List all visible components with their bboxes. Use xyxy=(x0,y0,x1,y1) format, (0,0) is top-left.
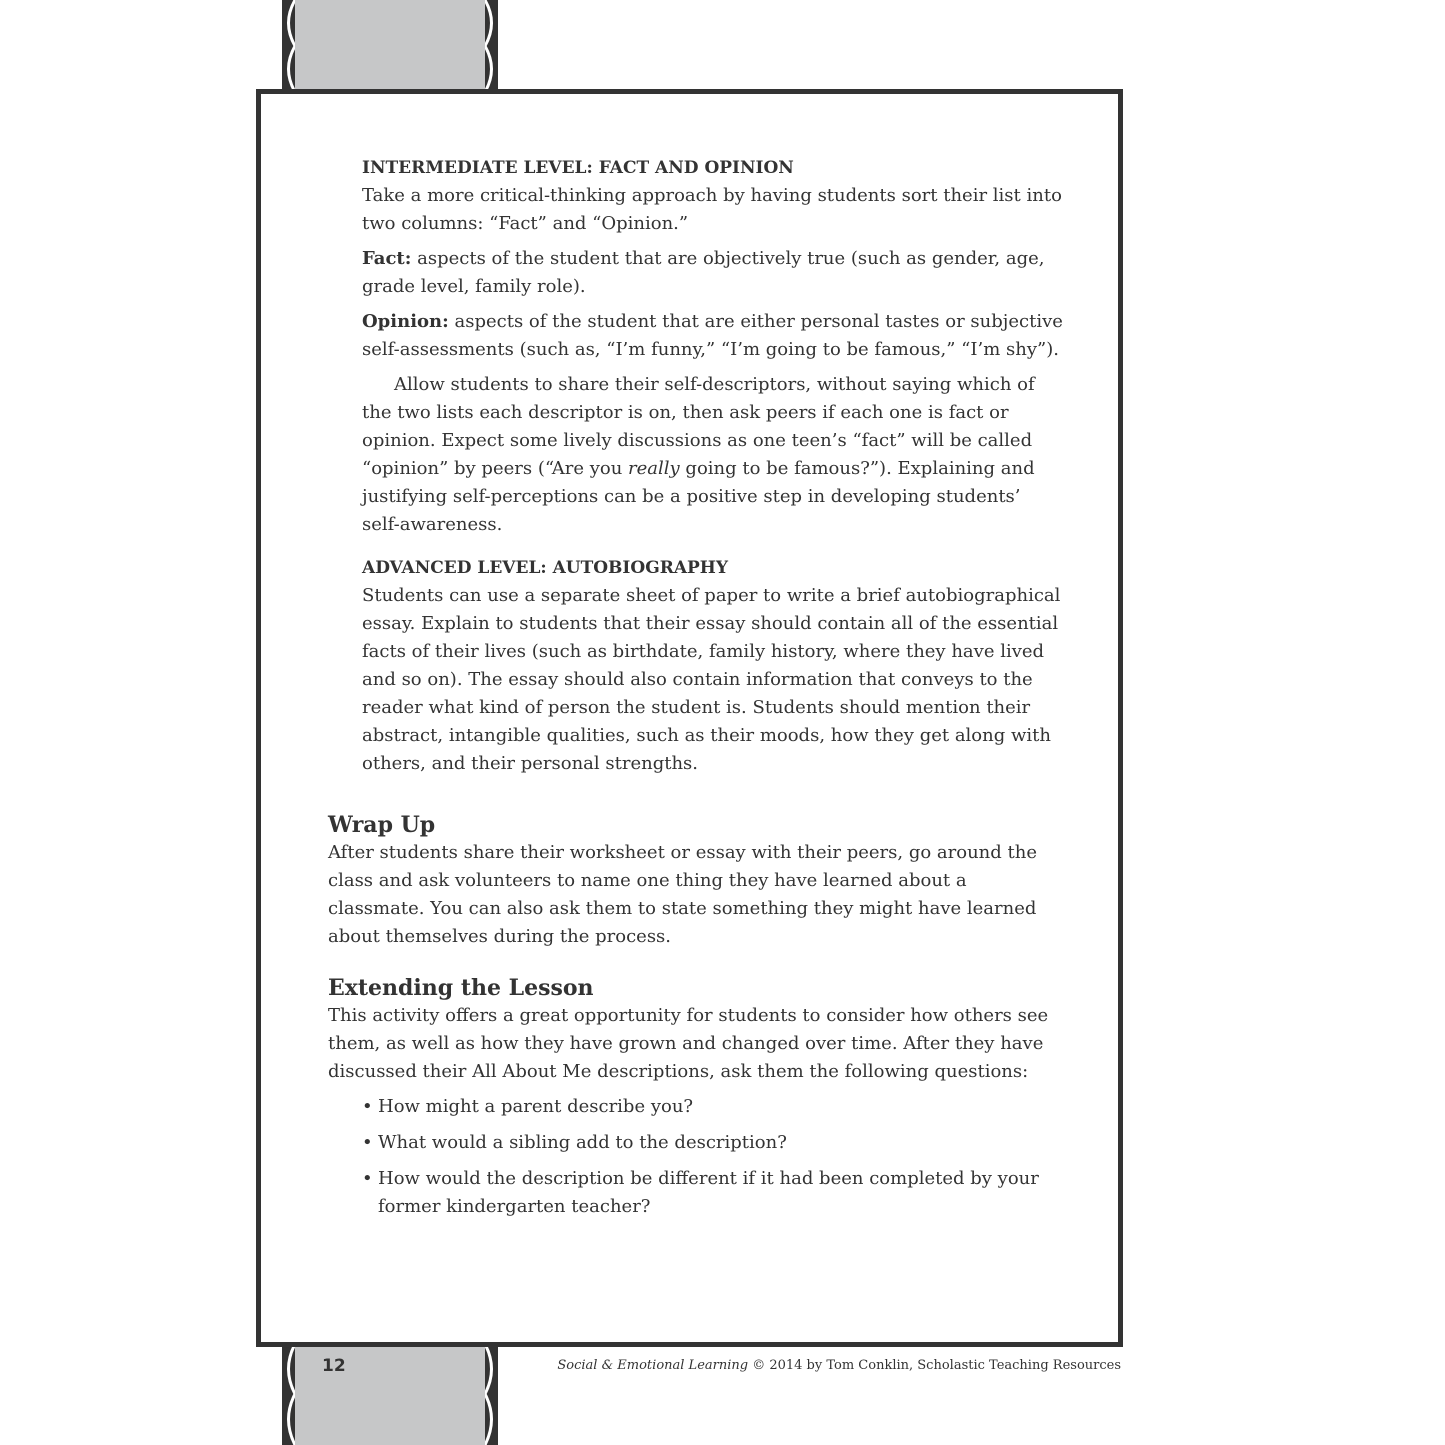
share-text-1: Allow students to share their self-descriptors, without saying which of the two lists each descriptor is on, then ask peers if each one is fact or opinion. Expect some lively discussions as one teen’s “fact” will be called “opinion” by peers (“Are you xyxy=(362,374,1035,479)
share-paragraph xyxy=(362,371,1063,539)
wave-border-right xyxy=(485,1344,498,1445)
footer-credit xyxy=(557,1358,1121,1373)
wrap-up-text: After students share their worksheet or essay with their peers, go around the class and ask volunteers to name one thing they have learned about a classmate. You can also ask them to state something they might have learned about themselves during the process. xyxy=(328,842,1037,947)
bottom-decorative-strip xyxy=(282,1344,498,1445)
opinion-definition xyxy=(362,308,1063,364)
wave-border-left xyxy=(282,0,295,92)
top-decorative-strip xyxy=(282,0,498,92)
list-item: • How would the description be different if it had been completed by your former kindergarten teacher? xyxy=(362,1165,1063,1221)
advanced-text: Students can use a separate sheet of paper to write a brief autobiographical essay. Explain to students that their essay should contain all of the essential facts of their lives (such as birthdate, family history, where they have lived and so on). The essay should also contain information that conveys to the reader what kind of person the student is. Students should mention their abstract, intangible qualities, such as their moods, how they get along with others, and their personal strengths. xyxy=(362,585,1061,774)
wrap-up-heading: Wrap Up xyxy=(328,812,436,838)
page-content xyxy=(328,152,1063,1229)
question-list xyxy=(362,1093,1063,1221)
advanced-heading: ADVANCED LEVEL: AUTOBIOGRAPHY xyxy=(362,558,729,578)
content-frame xyxy=(256,89,1123,1347)
page-number: 12 xyxy=(322,1356,346,1376)
wave-border-right xyxy=(485,0,498,92)
intermediate-intro: Take a more critical-thinking approach by having students sort their list into two columns: “Fact” and “Opinion.” xyxy=(362,185,1062,234)
fact-term: Fact: xyxy=(362,248,412,269)
share-text-2: going to be famous?”). Explaining and justifying self-perceptions can be a positive step in developing students’ self-awareness. xyxy=(362,458,1035,535)
extending-heading: Extending the Lesson xyxy=(328,975,594,1001)
intermediate-heading: INTERMEDIATE LEVEL: FACT AND OPINION xyxy=(362,158,794,178)
list-item: • How might a parent describe you? xyxy=(362,1093,1063,1121)
fact-definition xyxy=(362,245,1063,301)
opinion-term: Opinion: xyxy=(362,311,449,332)
extending-text: This activity offers a great opportunity for students to consider how others see them, as well as how they have grown and changed over time. After they have discussed their All About Me descriptions, ask them the following questions: xyxy=(328,1005,1049,1082)
fact-text: aspects of the student that are objectively true (such as gender, age, grade level, family role). xyxy=(362,248,1045,297)
book-title: Social & Emotional Learning xyxy=(557,1358,749,1373)
opinion-text: aspects of the student that are either personal tastes or subjective self-assessments (such as, “I’m funny,” “I’m going to be famous,” “I’m shy”). xyxy=(362,311,1063,360)
intermediate-section xyxy=(362,154,1063,778)
wave-border-left xyxy=(282,1344,295,1445)
list-item: • What would a sibling add to the description? xyxy=(362,1129,1063,1157)
share-emphasis: really xyxy=(628,458,680,479)
copyright-text: © 2014 by Tom Conklin, Scholastic Teaching Resources xyxy=(748,1358,1121,1373)
